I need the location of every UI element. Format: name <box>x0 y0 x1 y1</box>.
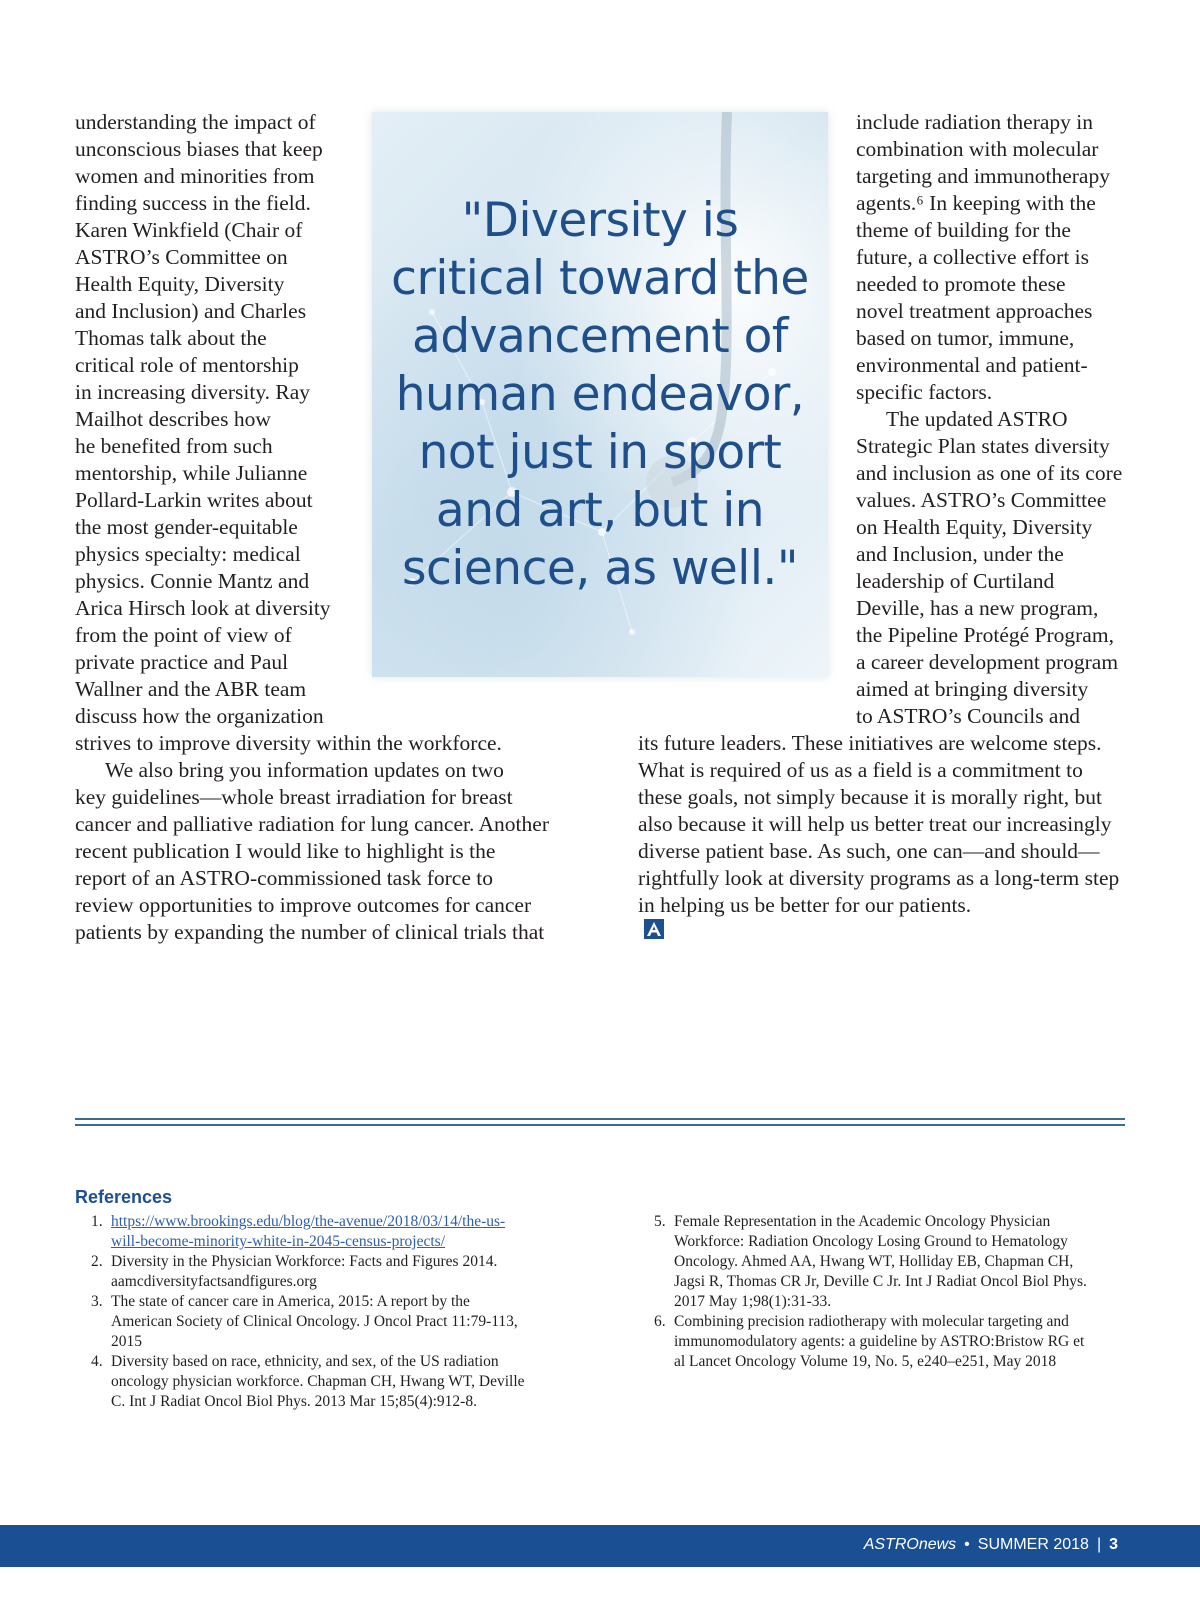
reference-number: 1. <box>91 1213 103 1230</box>
text-line: specific factors. <box>856 380 993 404</box>
text-line: environmental and patient- <box>856 353 1088 377</box>
text-line: future, a collective effort is <box>856 245 1090 269</box>
text-line: physics specialty: medical <box>75 542 301 566</box>
text-line: these goals, not simply because it is morally right, but <box>638 785 1102 809</box>
reference-text: aamcdiversityfactsandfigures.org <box>111 1273 317 1290</box>
text-line: the most gender-equitable <box>75 515 298 539</box>
right-column-bottom <box>638 730 1119 939</box>
text-line: in increasing diversity. Ray <box>75 380 311 404</box>
reference-text: Jagsi R, Thomas CR Jr, Deville C Jr. Int J Radiat Oncol Biol Phys. <box>674 1273 1087 1290</box>
reference-item <box>75 1212 595 1252</box>
reference-text: al Lancet Oncology Volume 19, No. 5, e240–e251, May 2018 <box>674 1353 1057 1370</box>
reference-text: immunomodulatory agents: a guideline by ASTRO:Bristow RG et <box>674 1333 1085 1350</box>
text-line: leadership of Curtiland <box>856 569 1055 593</box>
pull-quote-line: not just in sport <box>418 425 782 480</box>
references-list-right <box>638 1212 1138 1372</box>
reference-number: 2. <box>91 1253 103 1270</box>
text-line: its future leaders. These initiatives are welcome steps. <box>638 731 1102 755</box>
reference-text: The state of cancer care in America, 2015: A report by the <box>111 1293 470 1310</box>
reference-text: Diversity based on race, ethnicity, and sex, of the US radiation <box>111 1353 499 1370</box>
pull-quote-line: science, as well." <box>402 541 798 596</box>
text-line <box>638 892 1119 939</box>
reference-item <box>75 1352 595 1412</box>
reference-text: Workforce: Radiation Oncology Losing Ground to Hematology <box>674 1233 1068 1250</box>
divider-rule-top <box>75 1118 1125 1120</box>
reference-text: Oncology. Ahmed AA, Hwang WT, Holliday EB, Chapman CH, <box>674 1253 1074 1270</box>
text-line: rightfully look at diversity programs as a long-term step <box>638 866 1120 890</box>
text-line: Mailhot describes how <box>75 407 271 431</box>
text-line: to ASTRO’s Councils and <box>856 704 1080 728</box>
text-line: from the point of view of <box>75 623 292 647</box>
text-line: values. ASTRO’s Committee <box>856 488 1107 512</box>
footer-info <box>864 1536 1118 1554</box>
footer-bar <box>0 1525 1200 1567</box>
text-line: theme of building for the <box>856 218 1071 242</box>
text-line: cancer and palliative radiation for lung cancer. Another <box>75 812 549 836</box>
text-line: aimed at bringing diversity <box>856 677 1089 701</box>
text-line: understanding the impact of <box>75 110 316 134</box>
text-line: he benefited from such <box>75 434 273 458</box>
text-line: What is required of us as a field is a commitment to <box>638 758 1083 782</box>
text-line: and Inclusion, under the <box>856 542 1064 566</box>
page-number: 3 <box>1109 1536 1118 1553</box>
reference-text: Female Representation in the Academic Oncology Physician <box>674 1213 1051 1230</box>
pull-quote-line: and art, but in <box>435 483 765 538</box>
text-line: women and minorities from <box>75 164 315 188</box>
text-line: combination with molecular <box>856 137 1099 161</box>
text-line: recent publication I would like to highlight is the <box>75 839 496 863</box>
text-line: a career development program <box>856 650 1119 674</box>
reference-number: 3. <box>91 1293 103 1310</box>
text-line: critical role of mentorship <box>75 353 299 377</box>
text-line: ASTRO’s Committee on <box>75 245 288 269</box>
reference-number: 4. <box>91 1353 103 1370</box>
pull-quote-line: advancement of <box>412 309 788 364</box>
reference-link[interactable]: https://www.brookings.edu/blog/the-avenue/2018/03/14/the-us- will-become-minority-white-in-2045-census-projects/ <box>111 1213 506 1250</box>
left-column-top <box>75 109 331 730</box>
reference-item <box>75 1292 595 1352</box>
reference-text: American Society of Clinical Oncology. J Oncol Pract 11:79-113, <box>111 1313 518 1330</box>
text-line: on Health Equity, Diversity <box>856 515 1093 539</box>
text-line: private practice and Paul <box>75 650 289 674</box>
paragraph-start: The updated ASTRO <box>886 407 1068 431</box>
text-line: and Inclusion) and Charles <box>75 299 307 323</box>
pull-quote-line: human endeavor, <box>395 367 805 422</box>
reference-text: 2015 <box>111 1333 142 1350</box>
text-line: report of an ASTRO-commissioned task force to <box>75 866 493 890</box>
footer-issue: SUMMER 2018 <box>977 1536 1089 1553</box>
text-line: diverse patient base. As such, one can—and should— <box>638 839 1100 863</box>
reference-text: C. Int J Radiat Oncol Biol Phys. 2013 Mar 15;85(4):912-8. <box>111 1393 477 1410</box>
text-line: needed to promote these <box>856 272 1066 296</box>
reference-text: 2017 May 1;98(1):31-33. <box>674 1293 832 1310</box>
pull-quote-line: critical toward the <box>391 251 809 306</box>
text-line: Arica Hirsch look at diversity <box>75 596 331 620</box>
reference-number: 5. <box>654 1213 666 1230</box>
text-line: based on tumor, immune, <box>856 326 1075 350</box>
text-line: key guidelines—whole breast irradiation for breast <box>75 785 513 809</box>
text-line: Health Equity, Diversity <box>75 272 285 296</box>
reference-item <box>638 1312 1138 1372</box>
reference-text: oncology physician workforce. Chapman CH, Hwang WT, Deville <box>111 1373 525 1390</box>
footer-divider: | <box>1096 1536 1102 1553</box>
text-line: Thomas talk about the <box>75 326 267 350</box>
text-line: Strategic Plan states diversity <box>856 434 1110 458</box>
reference-text: Combining precision radiotherapy with molecular targeting and <box>674 1313 1069 1330</box>
pull-quote-line: "Diversity is <box>461 193 739 248</box>
reference-item <box>75 1252 595 1292</box>
text-line: physics. Connie Mantz and <box>75 569 310 593</box>
reference-text: Diversity in the Physician Workforce: Facts and Figures 2014. <box>111 1253 498 1270</box>
text-line: also because it will help us better treat our increasingly <box>638 812 1112 836</box>
text-line: patients by expanding the number of clinical trials that <box>75 920 545 944</box>
text-line: and inclusion as one of its core <box>856 461 1123 485</box>
text-line: include radiation therapy in <box>856 110 1094 134</box>
astro-end-mark-icon <box>644 919 664 939</box>
text-line: Karen Winkfield (Chair of <box>75 218 303 242</box>
text-line: Wallner and the ABR team <box>75 677 307 701</box>
pull-quote-text <box>372 192 828 598</box>
text-line: strives to improve diversity within the workforce. <box>75 731 502 755</box>
references-heading: References <box>75 1187 173 1207</box>
footer-brand: ASTROnews <box>863 1536 957 1553</box>
text-line: discuss how the organization <box>75 704 324 728</box>
footer-bullet: • <box>964 1536 970 1553</box>
pull-quote-image <box>372 112 828 677</box>
text-line: unconscious biases that keep <box>75 137 323 161</box>
text-line: review opportunities to improve outcomes for cancer <box>75 893 532 917</box>
text-line: targeting and immunotherapy <box>856 164 1110 188</box>
references-list-left <box>75 1212 595 1412</box>
paragraph-start: We also bring you information updates on two <box>105 758 504 782</box>
text-line: novel treatment approaches <box>856 299 1093 323</box>
right-column-top <box>856 109 1122 730</box>
text-line: agents.⁶ In keeping with the <box>856 191 1096 215</box>
text-line: finding success in the field. <box>75 191 311 215</box>
text-line: the Pipeline Protégé Program, <box>856 623 1114 647</box>
divider-rule-bottom <box>75 1124 1125 1126</box>
reference-number: 6. <box>654 1313 666 1330</box>
text-line: Pollard-Larkin writes about <box>75 488 313 512</box>
text-line: Deville, has a new program, <box>856 596 1099 620</box>
left-column-bottom <box>75 730 549 946</box>
text-line-end: in helping us be better for our patients. <box>638 893 972 917</box>
reference-item <box>638 1212 1138 1312</box>
text-line: mentorship, while Julianne <box>75 461 308 485</box>
